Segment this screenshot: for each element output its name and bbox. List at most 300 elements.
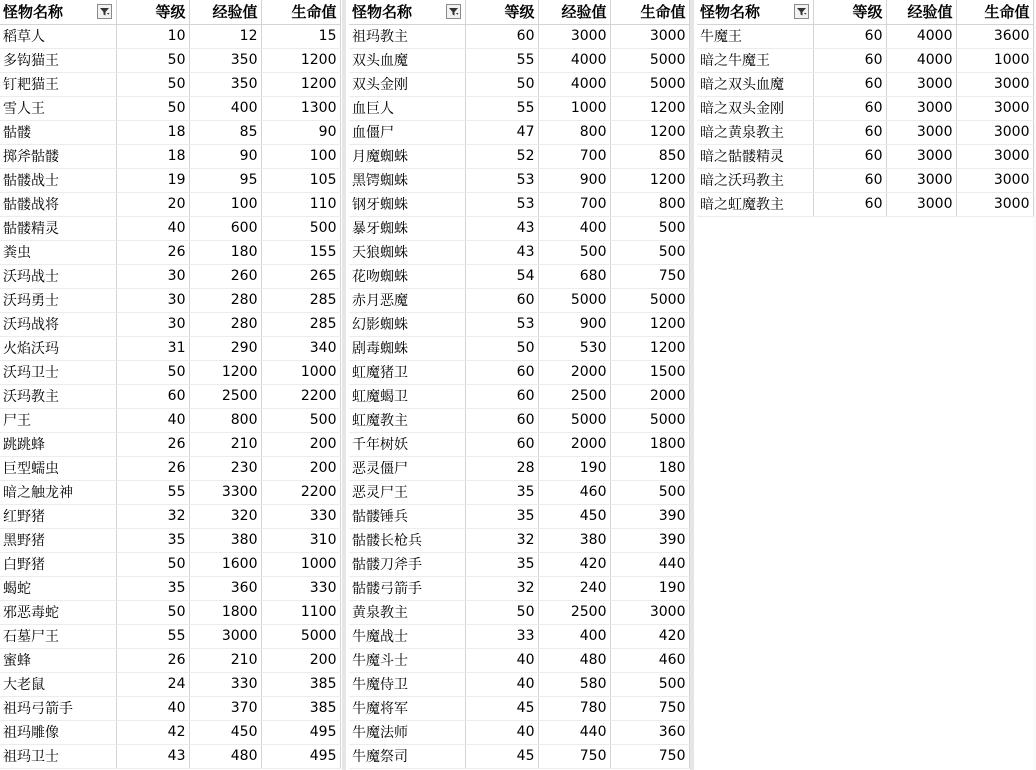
cell-monster-name[interactable]: 暴牙蜘蛛	[349, 216, 465, 240]
cell-exp[interactable]: 480	[189, 744, 261, 768]
cell-hp[interactable]: 310	[261, 528, 340, 552]
cell-level[interactable]: 45	[465, 744, 538, 768]
cell-level[interactable]: 50	[465, 336, 538, 360]
cell-monster-name[interactable]: 骷髅弓箭手	[349, 576, 465, 600]
cell-level[interactable]: 53	[465, 312, 538, 336]
cell-hp[interactable]: 3000	[610, 600, 689, 624]
cell-level[interactable]: 53	[465, 168, 538, 192]
cell-exp[interactable]: 350	[189, 72, 261, 96]
cell-exp[interactable]: 700	[538, 144, 610, 168]
cell-hp[interactable]: 200	[261, 456, 340, 480]
cell-level[interactable]: 60	[465, 24, 538, 48]
cell-exp[interactable]: 800	[538, 120, 610, 144]
cell-exp[interactable]: 1600	[189, 552, 261, 576]
cell-exp[interactable]: 3300	[189, 480, 261, 504]
cell-level[interactable]: 26	[116, 648, 189, 672]
cell-monster-name[interactable]: 祖玛卫士	[0, 744, 116, 768]
cell-level[interactable]: 60	[116, 384, 189, 408]
cell-hp[interactable]: 385	[261, 696, 340, 720]
cell-monster-name[interactable]: 暗之黄泉教主	[697, 120, 813, 144]
cell-level[interactable]: 50	[116, 552, 189, 576]
cell-hp[interactable]: 15	[261, 24, 340, 48]
cell-monster-name[interactable]: 暗之双头金刚	[697, 96, 813, 120]
cell-hp[interactable]: 285	[261, 312, 340, 336]
cell-exp[interactable]: 280	[189, 312, 261, 336]
cell-hp[interactable]: 500	[610, 216, 689, 240]
cell-hp[interactable]: 500	[261, 408, 340, 432]
cell-level[interactable]: 50	[465, 600, 538, 624]
table-row	[0, 264, 340, 288]
cell-exp[interactable]: 480	[538, 648, 610, 672]
table-row	[349, 720, 689, 744]
cell-monster-name[interactable]: 巨型蠕虫	[0, 456, 116, 480]
cell-monster-name[interactable]: 剧毒蜘蛛	[349, 336, 465, 360]
cell-exp[interactable]: 260	[189, 264, 261, 288]
cell-exp[interactable]: 1000	[538, 96, 610, 120]
cell-exp[interactable]: 280	[189, 288, 261, 312]
cell-exp[interactable]: 800	[189, 408, 261, 432]
cell-level[interactable]: 54	[465, 264, 538, 288]
cell-exp[interactable]: 500	[538, 240, 610, 264]
cell-hp[interactable]: 1000	[261, 552, 340, 576]
cell-hp[interactable]: 1200	[610, 336, 689, 360]
cell-monster-name[interactable]: 祖玛雕像	[0, 720, 116, 744]
cell-monster-name[interactable]: 粪虫	[0, 240, 116, 264]
cell-exp[interactable]: 240	[538, 576, 610, 600]
cell-level[interactable]: 30	[116, 288, 189, 312]
cell-monster-name[interactable]: 邪恶毒蛇	[0, 600, 116, 624]
cell-hp[interactable]: 1200	[610, 120, 689, 144]
cell-hp[interactable]: 1200	[261, 48, 340, 72]
cell-exp[interactable]: 3000	[886, 120, 956, 144]
cell-monster-name[interactable]: 赤月恶魔	[349, 288, 465, 312]
cell-exp[interactable]: 400	[189, 96, 261, 120]
cell-hp[interactable]: 2000	[610, 384, 689, 408]
cell-level[interactable]: 19	[116, 168, 189, 192]
cell-monster-name[interactable]: 暗之触龙神	[0, 480, 116, 504]
cell-exp[interactable]: 330	[189, 672, 261, 696]
cell-monster-name[interactable]: 月魔蜘蛛	[349, 144, 465, 168]
cell-monster-name[interactable]: 骷髅精灵	[0, 216, 116, 240]
cell-hp[interactable]: 190	[610, 576, 689, 600]
cell-exp[interactable]: 100	[189, 192, 261, 216]
cell-hp[interactable]: 200	[261, 432, 340, 456]
cell-hp[interactable]: 460	[610, 648, 689, 672]
cell-exp[interactable]: 320	[189, 504, 261, 528]
cell-monster-name[interactable]: 沃玛战士	[0, 264, 116, 288]
cell-exp[interactable]: 180	[189, 240, 261, 264]
cell-level[interactable]: 60	[465, 384, 538, 408]
cell-monster-name[interactable]: 双头血魔	[349, 48, 465, 72]
cell-monster-name[interactable]: 稻草人	[0, 24, 116, 48]
cell-level[interactable]: 18	[116, 144, 189, 168]
cell-hp[interactable]: 90	[261, 120, 340, 144]
cell-exp[interactable]: 350	[189, 48, 261, 72]
cell-level[interactable]: 26	[116, 456, 189, 480]
cell-hp[interactable]: 1100	[261, 600, 340, 624]
cell-level[interactable]: 43	[465, 216, 538, 240]
cell-hp[interactable]: 390	[610, 504, 689, 528]
cell-hp[interactable]: 2200	[261, 480, 340, 504]
cell-monster-name[interactable]: 恶灵尸王	[349, 480, 465, 504]
cell-hp[interactable]: 100	[261, 144, 340, 168]
cell-hp[interactable]: 155	[261, 240, 340, 264]
cell-exp[interactable]: 460	[538, 480, 610, 504]
cell-level[interactable]: 40	[465, 648, 538, 672]
cell-exp[interactable]: 3000	[886, 192, 956, 216]
cell-hp[interactable]: 1200	[610, 312, 689, 336]
cell-level[interactable]: 35	[116, 576, 189, 600]
table-row	[0, 720, 340, 744]
header-exp-label: 经验值	[907, 3, 953, 22]
cell-level[interactable]: 40	[116, 216, 189, 240]
cell-level[interactable]: 31	[116, 336, 189, 360]
cell-exp[interactable]: 230	[189, 456, 261, 480]
header-exp	[538, 0, 610, 24]
cell-monster-name[interactable]: 蜜蜂	[0, 648, 116, 672]
cell-hp[interactable]: 1500	[610, 360, 689, 384]
cell-level[interactable]: 53	[465, 192, 538, 216]
cell-exp[interactable]: 360	[189, 576, 261, 600]
cell-level[interactable]: 60	[465, 408, 538, 432]
cell-exp[interactable]: 700	[538, 192, 610, 216]
cell-monster-name[interactable]: 骷髅刀斧手	[349, 552, 465, 576]
cell-hp[interactable]: 3000	[956, 168, 1033, 192]
cell-exp[interactable]: 420	[538, 552, 610, 576]
cell-monster-name[interactable]: 千年树妖	[349, 432, 465, 456]
cell-exp[interactable]: 190	[538, 456, 610, 480]
cell-exp[interactable]: 2500	[538, 600, 610, 624]
cell-monster-name[interactable]: 虹魔教主	[349, 408, 465, 432]
cell-monster-name[interactable]: 掷斧骷髅	[0, 144, 116, 168]
cell-hp[interactable]: 420	[610, 624, 689, 648]
cell-monster-name[interactable]: 沃玛卫士	[0, 360, 116, 384]
cell-exp[interactable]: 600	[189, 216, 261, 240]
cell-hp[interactable]: 850	[610, 144, 689, 168]
cell-monster-name[interactable]: 牛魔战士	[349, 624, 465, 648]
cell-hp[interactable]: 750	[610, 264, 689, 288]
cell-exp[interactable]: 3000	[886, 144, 956, 168]
cell-exp[interactable]: 3000	[886, 96, 956, 120]
cell-hp[interactable]: 1000	[956, 48, 1033, 72]
cell-monster-name[interactable]: 恶灵僵尸	[349, 456, 465, 480]
cell-hp[interactable]: 5000	[261, 624, 340, 648]
filter-dropdown-icon[interactable]	[794, 4, 809, 19]
cell-exp[interactable]: 2500	[538, 384, 610, 408]
cell-hp[interactable]: 5000	[610, 408, 689, 432]
cell-exp[interactable]: 2500	[189, 384, 261, 408]
cell-exp[interactable]: 1200	[189, 360, 261, 384]
cell-exp[interactable]: 530	[538, 336, 610, 360]
cell-level[interactable]: 35	[465, 552, 538, 576]
cell-level[interactable]: 60	[465, 432, 538, 456]
cell-level[interactable]: 50	[465, 72, 538, 96]
cell-level[interactable]: 30	[116, 264, 189, 288]
cell-level[interactable]: 60	[813, 168, 886, 192]
cell-hp[interactable]: 3000	[956, 120, 1033, 144]
cell-monster-name[interactable]: 尸王	[0, 408, 116, 432]
cell-hp[interactable]: 180	[610, 456, 689, 480]
cell-level[interactable]: 43	[116, 744, 189, 768]
cell-exp[interactable]: 85	[189, 120, 261, 144]
cell-exp[interactable]: 4000	[886, 48, 956, 72]
cell-exp[interactable]: 380	[538, 528, 610, 552]
cell-monster-name[interactable]: 牛魔法师	[349, 720, 465, 744]
cell-exp[interactable]: 450	[538, 504, 610, 528]
table-row	[0, 216, 340, 240]
cell-hp[interactable]: 1200	[610, 168, 689, 192]
cell-monster-name[interactable]: 祖玛弓箭手	[0, 696, 116, 720]
cell-monster-name[interactable]: 暗之双头血魔	[697, 72, 813, 96]
cell-hp[interactable]: 1800	[610, 432, 689, 456]
cell-monster-name[interactable]: 蝎蛇	[0, 576, 116, 600]
cell-exp[interactable]: 210	[189, 432, 261, 456]
cell-exp[interactable]: 5000	[538, 408, 610, 432]
cell-exp[interactable]: 4000	[886, 24, 956, 48]
cell-level[interactable]: 42	[116, 720, 189, 744]
cell-level[interactable]: 50	[116, 600, 189, 624]
cell-exp[interactable]: 12	[189, 24, 261, 48]
cell-hp[interactable]: 440	[610, 552, 689, 576]
cell-exp[interactable]: 400	[538, 216, 610, 240]
cell-level[interactable]: 60	[813, 48, 886, 72]
cell-monster-name[interactable]: 黑锷蜘蛛	[349, 168, 465, 192]
cell-monster-name[interactable]: 牛魔侍卫	[349, 672, 465, 696]
cell-hp[interactable]: 3600	[956, 24, 1033, 48]
cell-level[interactable]: 50	[116, 48, 189, 72]
cell-level[interactable]: 60	[813, 72, 886, 96]
cell-level[interactable]: 47	[465, 120, 538, 144]
cell-level[interactable]: 55	[465, 96, 538, 120]
cell-monster-name[interactable]: 多钩猫王	[0, 48, 116, 72]
cell-exp[interactable]: 290	[189, 336, 261, 360]
cell-hp[interactable]: 1300	[261, 96, 340, 120]
table-row	[0, 648, 340, 672]
cell-monster-name[interactable]: 幻影蜘蛛	[349, 312, 465, 336]
cell-level[interactable]: 50	[116, 360, 189, 384]
cell-exp[interactable]: 400	[538, 624, 610, 648]
cell-level[interactable]: 33	[465, 624, 538, 648]
cell-monster-name[interactable]: 暗之虹魔教主	[697, 192, 813, 216]
cell-level[interactable]: 50	[116, 72, 189, 96]
cell-monster-name[interactable]: 钢牙蜘蛛	[349, 192, 465, 216]
sheet-gutter	[342, 0, 346, 770]
cell-monster-name[interactable]: 骷髅战士	[0, 168, 116, 192]
cell-exp[interactable]: 750	[538, 744, 610, 768]
cell-monster-name[interactable]: 骷髅	[0, 120, 116, 144]
cell-monster-name[interactable]: 沃玛教主	[0, 384, 116, 408]
cell-monster-name[interactable]: 钉耙猫王	[0, 72, 116, 96]
cell-monster-name[interactable]: 血僵尸	[349, 120, 465, 144]
cell-exp[interactable]: 440	[538, 720, 610, 744]
cell-hp[interactable]: 495	[261, 744, 340, 768]
cell-monster-name[interactable]: 暗之沃玛教主	[697, 168, 813, 192]
cell-monster-name[interactable]: 骷髅锤兵	[349, 504, 465, 528]
cell-hp[interactable]: 1200	[261, 72, 340, 96]
cell-monster-name[interactable]: 石墓尸王	[0, 624, 116, 648]
table-row	[0, 336, 340, 360]
cell-level[interactable]: 28	[465, 456, 538, 480]
cell-level[interactable]: 43	[465, 240, 538, 264]
cell-level[interactable]: 60	[465, 288, 538, 312]
cell-monster-name[interactable]: 天狼蜘蛛	[349, 240, 465, 264]
cell-exp[interactable]: 370	[189, 696, 261, 720]
cell-exp[interactable]: 3000	[538, 24, 610, 48]
cell-hp[interactable]: 800	[610, 192, 689, 216]
cell-exp[interactable]: 95	[189, 168, 261, 192]
cell-exp[interactable]: 90	[189, 144, 261, 168]
cell-level[interactable]: 26	[116, 240, 189, 264]
cell-hp[interactable]: 750	[610, 696, 689, 720]
cell-hp[interactable]: 265	[261, 264, 340, 288]
cell-hp[interactable]: 3000	[956, 96, 1033, 120]
cell-monster-name[interactable]: 牛魔将军	[349, 696, 465, 720]
cell-hp[interactable]: 1000	[261, 360, 340, 384]
cell-hp[interactable]: 1200	[610, 96, 689, 120]
cell-monster-name[interactable]: 沃玛战将	[0, 312, 116, 336]
header-exp	[886, 0, 956, 24]
cell-exp[interactable]: 4000	[538, 72, 610, 96]
filter-dropdown-icon[interactable]	[97, 4, 112, 19]
cell-exp[interactable]: 1800	[189, 600, 261, 624]
cell-exp[interactable]: 2000	[538, 432, 610, 456]
cell-hp[interactable]: 360	[610, 720, 689, 744]
table-row	[349, 384, 689, 408]
cell-level[interactable]: 55	[116, 624, 189, 648]
cell-exp[interactable]: 900	[538, 168, 610, 192]
cell-level[interactable]: 50	[116, 96, 189, 120]
cell-level[interactable]: 40	[465, 672, 538, 696]
cell-exp[interactable]: 5000	[538, 288, 610, 312]
cell-monster-name[interactable]: 白野猪	[0, 552, 116, 576]
cell-level[interactable]: 18	[116, 120, 189, 144]
cell-exp[interactable]: 380	[189, 528, 261, 552]
cell-level[interactable]: 32	[465, 576, 538, 600]
cell-exp[interactable]: 3000	[886, 72, 956, 96]
cell-monster-name[interactable]: 虹魔猪卫	[349, 360, 465, 384]
cell-hp[interactable]: 285	[261, 288, 340, 312]
cell-hp[interactable]: 2200	[261, 384, 340, 408]
cell-level[interactable]: 40	[116, 408, 189, 432]
cell-level[interactable]: 35	[465, 504, 538, 528]
cell-level[interactable]: 60	[813, 96, 886, 120]
cell-exp[interactable]: 210	[189, 648, 261, 672]
cell-level[interactable]: 60	[813, 120, 886, 144]
cell-hp[interactable]: 3000	[956, 144, 1033, 168]
cell-hp[interactable]: 500	[610, 480, 689, 504]
cell-hp[interactable]: 5000	[610, 288, 689, 312]
cell-hp[interactable]: 750	[610, 744, 689, 768]
table-row	[349, 576, 689, 600]
cell-exp[interactable]: 450	[189, 720, 261, 744]
cell-hp[interactable]: 500	[610, 240, 689, 264]
cell-monster-name[interactable]: 虹魔蝎卫	[349, 384, 465, 408]
cell-exp[interactable]: 3000	[189, 624, 261, 648]
cell-hp[interactable]: 330	[261, 576, 340, 600]
header-hp-label: 生命值	[291, 3, 337, 22]
cell-monster-name[interactable]: 火焰沃玛	[0, 336, 116, 360]
cell-hp[interactable]: 110	[261, 192, 340, 216]
cell-level[interactable]: 60	[813, 192, 886, 216]
cell-level[interactable]: 60	[813, 144, 886, 168]
cell-exp[interactable]: 780	[538, 696, 610, 720]
cell-level[interactable]: 35	[465, 480, 538, 504]
cell-level[interactable]: 35	[116, 528, 189, 552]
cell-level[interactable]: 55	[116, 480, 189, 504]
cell-level[interactable]: 32	[465, 528, 538, 552]
cell-exp[interactable]: 4000	[538, 48, 610, 72]
cell-hp[interactable]: 495	[261, 720, 340, 744]
table-row	[349, 192, 689, 216]
table-row	[349, 528, 689, 552]
filter-dropdown-icon[interactable]	[446, 4, 461, 19]
cell-hp[interactable]: 500	[261, 216, 340, 240]
cell-level[interactable]: 40	[465, 720, 538, 744]
cell-level[interactable]: 10	[116, 24, 189, 48]
cell-exp[interactable]: 680	[538, 264, 610, 288]
cell-hp[interactable]: 5000	[610, 48, 689, 72]
cell-monster-name[interactable]: 沃玛勇士	[0, 288, 116, 312]
table-row	[697, 120, 1033, 144]
cell-hp[interactable]: 390	[610, 528, 689, 552]
cell-monster-name[interactable]: 骷髅战将	[0, 192, 116, 216]
cell-level[interactable]: 55	[465, 48, 538, 72]
cell-monster-name[interactable]: 暗之牛魔王	[697, 48, 813, 72]
cell-hp[interactable]: 200	[261, 648, 340, 672]
cell-exp[interactable]: 580	[538, 672, 610, 696]
cell-monster-name[interactable]: 大老鼠	[0, 672, 116, 696]
cell-hp[interactable]: 3000	[956, 72, 1033, 96]
cell-hp[interactable]: 330	[261, 504, 340, 528]
cell-level[interactable]: 60	[465, 360, 538, 384]
cell-hp[interactable]: 385	[261, 672, 340, 696]
cell-hp[interactable]: 340	[261, 336, 340, 360]
cell-level[interactable]: 26	[116, 432, 189, 456]
cell-monster-name[interactable]: 祖玛教主	[349, 24, 465, 48]
cell-monster-name[interactable]: 血巨人	[349, 96, 465, 120]
cell-monster-name[interactable]: 牛魔祭司	[349, 744, 465, 768]
cell-hp[interactable]: 500	[610, 672, 689, 696]
cell-monster-name[interactable]: 牛魔斗士	[349, 648, 465, 672]
cell-hp[interactable]: 3000	[610, 24, 689, 48]
cell-monster-name[interactable]: 暗之骷髅精灵	[697, 144, 813, 168]
cell-exp[interactable]: 3000	[886, 168, 956, 192]
cell-monster-name[interactable]: 雪人王	[0, 96, 116, 120]
cell-hp[interactable]: 105	[261, 168, 340, 192]
cell-hp[interactable]: 5000	[610, 72, 689, 96]
cell-level[interactable]: 40	[116, 696, 189, 720]
cell-monster-name[interactable]: 双头金刚	[349, 72, 465, 96]
cell-level[interactable]: 20	[116, 192, 189, 216]
cell-monster-name[interactable]: 骷髅长枪兵	[349, 528, 465, 552]
cell-exp[interactable]: 2000	[538, 360, 610, 384]
cell-level[interactable]: 45	[465, 696, 538, 720]
table-row	[0, 384, 340, 408]
cell-level[interactable]: 52	[465, 144, 538, 168]
cell-level[interactable]: 60	[813, 24, 886, 48]
cell-monster-name[interactable]: 花吻蜘蛛	[349, 264, 465, 288]
cell-monster-name[interactable]: 红野猪	[0, 504, 116, 528]
cell-hp[interactable]: 3000	[956, 192, 1033, 216]
cell-level[interactable]: 32	[116, 504, 189, 528]
cell-exp[interactable]: 900	[538, 312, 610, 336]
cell-monster-name[interactable]: 黑野猪	[0, 528, 116, 552]
cell-level[interactable]: 24	[116, 672, 189, 696]
cell-level[interactable]: 30	[116, 312, 189, 336]
cell-monster-name[interactable]: 黄泉教主	[349, 600, 465, 624]
cell-monster-name[interactable]: 跳跳蜂	[0, 432, 116, 456]
cell-monster-name[interactable]: 牛魔王	[697, 24, 813, 48]
